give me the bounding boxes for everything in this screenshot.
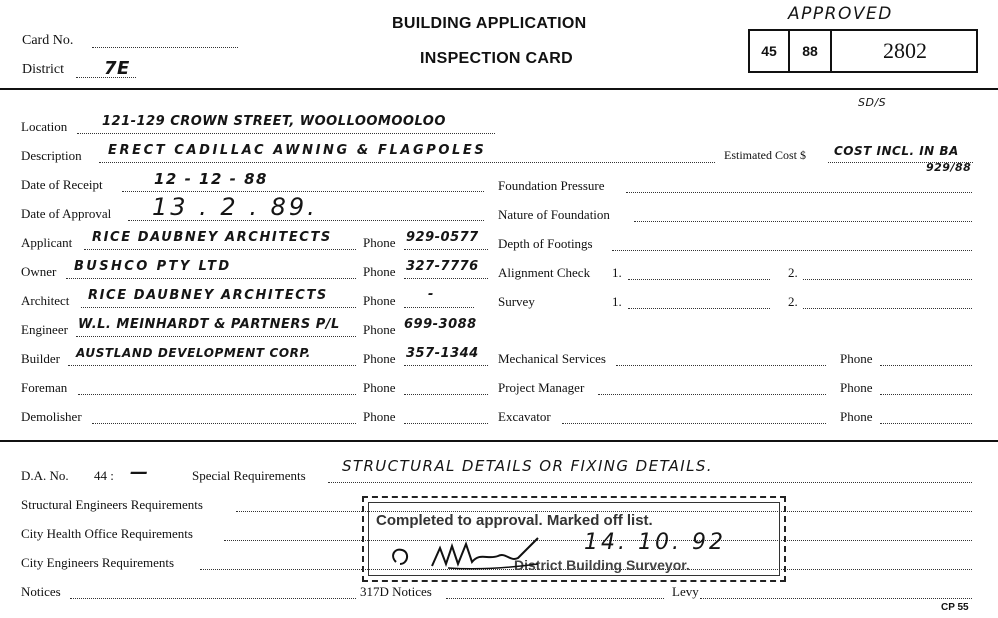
builder-phone: 357-1344 <box>406 346 479 361</box>
builder-value: AUSTLAND DEVELOPMENT CORP. <box>76 346 311 360</box>
builder-dots <box>68 365 356 366</box>
approval-value: 13 . 2 . 89. <box>152 193 318 221</box>
receipt-value: 12 - 12 - 88 <box>154 170 268 188</box>
applicant-label: Applicant <box>21 235 73 250</box>
excavator-phone-label: Phone <box>840 409 873 424</box>
nature-foundation-label: Nature of Foundation <box>498 207 610 222</box>
estimated-cost-value: COST INCL. IN BA <box>834 144 959 158</box>
builder-phone-label: Phone <box>363 351 396 366</box>
survey-one-dots <box>628 308 770 309</box>
card-number-box-b: 88 <box>790 31 832 71</box>
da-value: 44 : <box>94 468 114 483</box>
demolisher-label: Demolisher <box>21 409 82 424</box>
receipt-dots <box>122 191 484 192</box>
location-value: 121-129 CROWN STREET, WOOLLOOMOOLOO <box>102 114 446 129</box>
demolisher-phone-label: Phone <box>363 409 396 424</box>
notices-dots <box>70 598 356 599</box>
project-manager-label: Project Manager <box>498 380 585 395</box>
card-number-box-a: 45 <box>750 31 790 71</box>
form-code: CP 55 <box>941 602 969 613</box>
excavator-phone-dots <box>880 423 972 424</box>
receipt-label: Date of Receipt <box>21 177 103 192</box>
applicant-value: RICE DAUBNEY ARCHITECTS <box>92 230 332 245</box>
estimated-cost-label: Estimated Cost $ <box>724 148 806 162</box>
description-dots <box>99 162 715 163</box>
health-label: City Health Office Requirements <box>21 526 193 541</box>
foreman-phone-dots <box>404 394 488 395</box>
architect-value: RICE DAUBNEY ARCHITECTS <box>88 288 328 303</box>
location-label: Location <box>21 119 68 134</box>
engineer-label: Engineer <box>21 322 68 337</box>
owner-phone: 327-7776 <box>406 259 479 274</box>
owner-value: BUSHCO PTY LTD <box>74 259 232 274</box>
alignment-one: 1. <box>612 265 622 280</box>
special-dots <box>328 482 972 483</box>
alignment-two: 2. <box>788 265 798 280</box>
card-no-label: Card No. <box>22 33 74 48</box>
district-value: 7E <box>104 58 130 79</box>
applicant-phone: 929-0577 <box>406 230 479 245</box>
notices-label: Notices <box>21 584 61 599</box>
depth-footings-label: Depth of Footings <box>498 236 593 251</box>
stamp-date: 14. 10. 92 <box>584 530 726 555</box>
architect-dots <box>81 307 356 308</box>
levy-dots <box>700 598 972 599</box>
foundation-pressure-label: Foundation Pressure <box>498 178 605 193</box>
architect-phone-label: Phone <box>363 293 396 308</box>
da-label: D.A. No. <box>21 468 69 483</box>
foundation-pressure-dots <box>626 192 972 193</box>
card-no-dots <box>92 47 238 48</box>
approval-label: Date of Approval <box>21 206 112 221</box>
owner-phone-dots <box>404 278 488 279</box>
special-label: Special Requirements <box>192 468 306 483</box>
sd-note: SD/S <box>858 96 887 109</box>
description-value: ERECT CADILLAC AWNING & FLAGPOLES <box>108 143 487 158</box>
surveyor-signature <box>388 534 548 574</box>
card-title-line2: INSPECTION CARD <box>420 50 573 67</box>
description-label: Description <box>21 148 82 163</box>
survey-label: Survey <box>498 294 535 309</box>
applicant-dots <box>84 249 356 250</box>
owner-dots <box>66 278 356 279</box>
survey-one: 1. <box>612 294 622 309</box>
mechanical-label: Mechanical Services <box>498 351 606 366</box>
notices317-label: 317D Notices <box>360 584 432 599</box>
architect-phone-dots <box>404 307 474 308</box>
survey-two: 2. <box>788 294 798 309</box>
project-manager-phone-label: Phone <box>840 380 873 395</box>
foreman-phone-label: Phone <box>363 380 396 395</box>
nature-foundation-dots <box>634 221 972 222</box>
stamp-line1: Completed to approval. Marked off list. <box>376 512 653 529</box>
alignment-two-dots <box>803 279 972 280</box>
mechanical-dots <box>616 365 826 366</box>
project-manager-phone-dots <box>880 394 972 395</box>
estimated-cost-ref: 929/88 <box>926 161 972 174</box>
district-label: District <box>22 62 64 77</box>
card-number-box <box>748 29 978 73</box>
special-value: STRUCTURAL DETAILS OR FIXING DETAILS. <box>342 457 713 475</box>
alignment-one-dots <box>628 279 770 280</box>
builder-phone-dots <box>404 365 488 366</box>
builder-label: Builder <box>21 351 60 366</box>
demolisher-dots <box>92 423 356 424</box>
engineer-dots <box>76 336 356 337</box>
stamp-line2: District Building Surveyor. <box>514 557 690 573</box>
engineer-phone-label: Phone <box>363 322 396 337</box>
middle-rule <box>0 440 998 442</box>
completion-stamp <box>362 496 786 582</box>
engineer-phone: 699-3088 <box>404 317 477 332</box>
depth-footings-dots <box>612 250 972 251</box>
survey-two-dots <box>803 308 972 309</box>
engineer-value: W.L. MEINHARDT & PARTNERS P/L <box>78 317 340 332</box>
mechanical-phone-dots <box>880 365 972 366</box>
applicant-phone-dots <box>404 249 488 250</box>
notices317-dots <box>446 598 664 599</box>
levy-label: Levy <box>672 584 699 599</box>
demolisher-phone-dots <box>404 423 488 424</box>
architect-phone: - <box>428 287 434 302</box>
foreman-label: Foreman <box>21 380 68 395</box>
da-dash: — <box>130 462 149 483</box>
card-title-line1: BUILDING APPLICATION <box>392 15 587 32</box>
foreman-dots <box>78 394 356 395</box>
header-rule <box>0 88 998 90</box>
card-number: 2802 <box>883 38 927 63</box>
owner-phone-label: Phone <box>363 264 396 279</box>
city-eng-label: City Engineers Requirements <box>21 555 175 570</box>
approved-mark: APPROVED <box>788 4 893 24</box>
architect-label: Architect <box>21 293 70 308</box>
owner-label: Owner <box>21 264 57 279</box>
location-dots <box>77 133 495 134</box>
applicant-phone-label: Phone <box>363 235 396 250</box>
excavator-dots <box>562 423 826 424</box>
mechanical-phone-label: Phone <box>840 351 873 366</box>
project-manager-dots <box>598 394 826 395</box>
structural-label: Structural Engineers Requirements <box>21 497 203 512</box>
alignment-label: Alignment Check <box>498 265 591 280</box>
excavator-label: Excavator <box>498 409 551 424</box>
